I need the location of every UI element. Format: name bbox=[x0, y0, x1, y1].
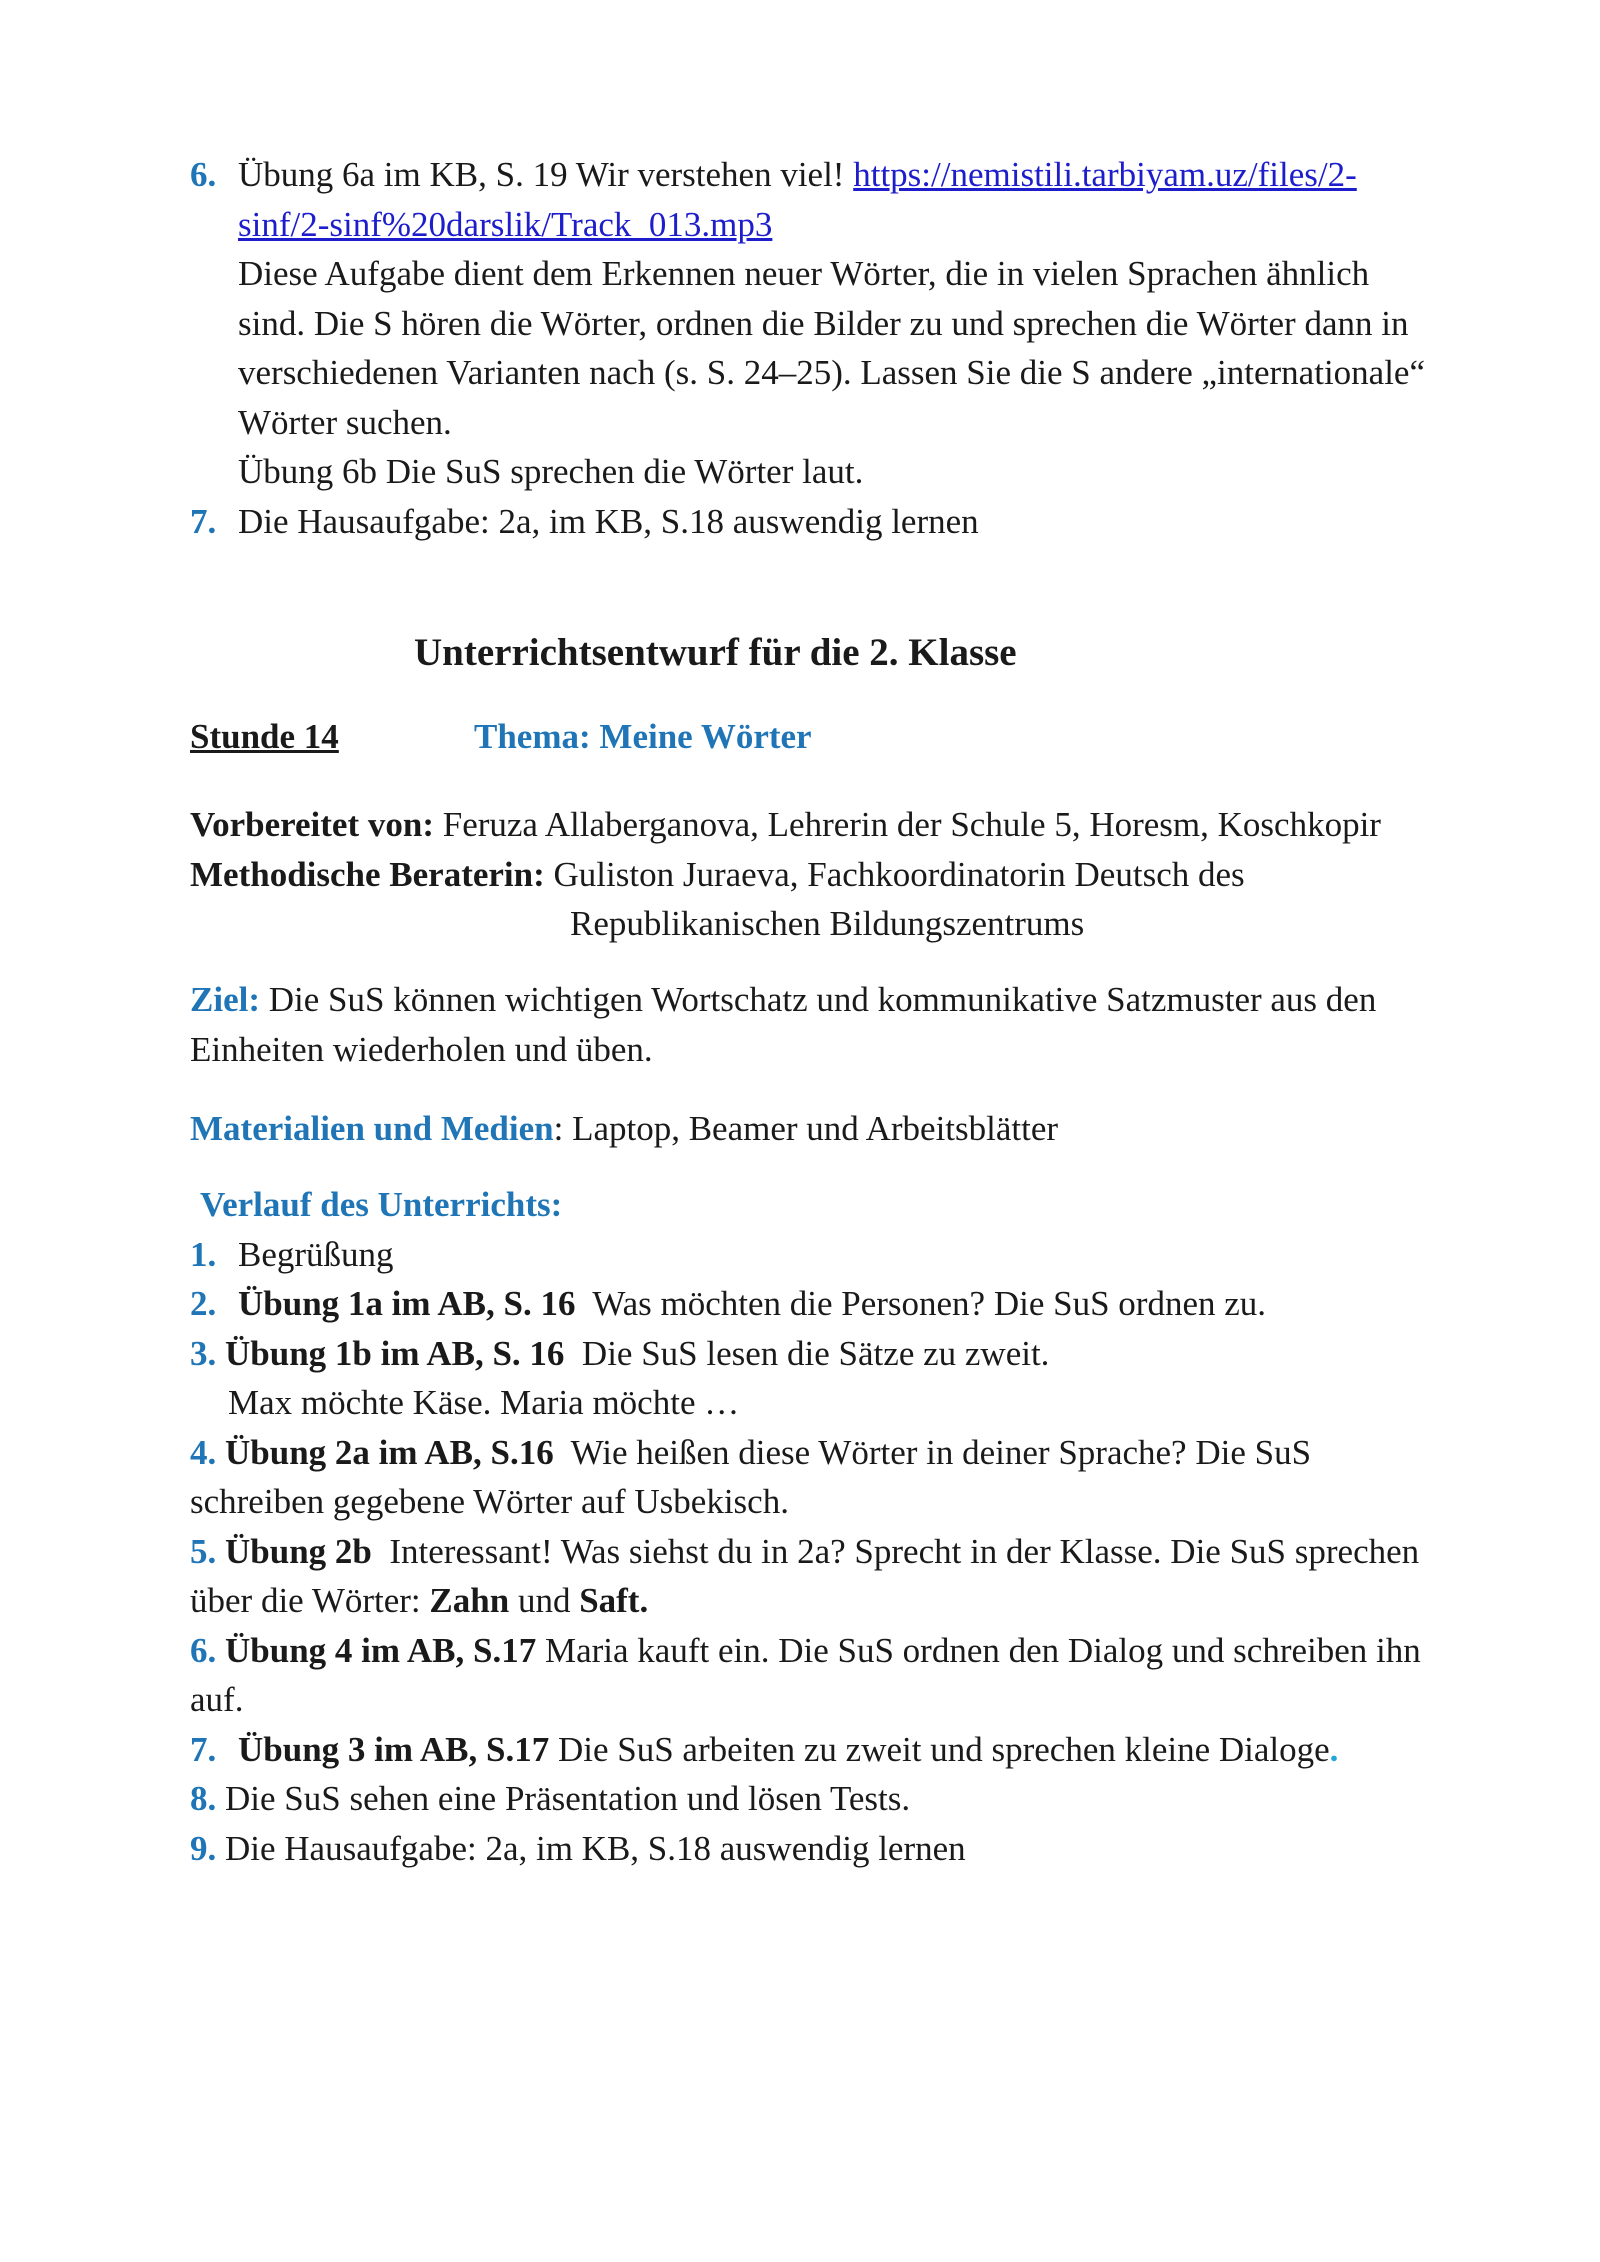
procedure-step-8 bbox=[190, 1774, 1530, 1824]
procedure-step-9 bbox=[190, 1824, 1530, 1874]
advisor-value-cont: Republikanischen Bildungszentrums bbox=[570, 904, 1085, 943]
audio-track-link[interactable]: https://nemistili.tarbiyam.uz/files/2- bbox=[853, 155, 1357, 194]
materials-block bbox=[190, 1104, 1530, 1154]
step-text-part: und bbox=[509, 1581, 580, 1620]
word-zahn: Zahn bbox=[429, 1581, 510, 1620]
step-exercise: Übung 3 im AB, S.17 bbox=[238, 1729, 550, 1769]
advisor-label: Methodische Beraterin: bbox=[190, 854, 545, 894]
goal-text-cont: Einheiten wiederholen und üben. bbox=[190, 1029, 653, 1069]
step-number: 9. bbox=[190, 1828, 217, 1868]
goal-line bbox=[190, 975, 1530, 1025]
materials-line bbox=[190, 1104, 1530, 1154]
item-description: verschiedenen Varianten nach (s. S. 24–25). Lassen Sie die S andere „internationale“ bbox=[238, 353, 1425, 392]
step-text: Maria kauft ein. Die SuS ordnen den Dialog und schreiben ihn bbox=[536, 1630, 1421, 1670]
word-saft: Saft. bbox=[579, 1581, 649, 1620]
prepared-by bbox=[190, 800, 1530, 850]
prepared-by-label: Vorbereitet von: bbox=[190, 805, 434, 844]
step-text: Die SuS sehen eine Präsentation und lösen Tests. bbox=[225, 1779, 911, 1818]
step-number: 1. bbox=[190, 1234, 217, 1274]
procedure-step-3 bbox=[190, 1329, 1530, 1379]
step-number: 2. bbox=[190, 1284, 217, 1323]
materials-label: Materialien und Medien bbox=[190, 1109, 554, 1148]
materials-value: : Laptop, Beamer und Arbeitsblätter bbox=[553, 1109, 1059, 1148]
goal-block bbox=[190, 975, 1530, 1074]
step-exercise: Übung 2b bbox=[225, 1531, 372, 1571]
item-description: Diese Aufgabe dient dem Erkennen neuer Wörter, die in vielen Sprachen ähnlich bbox=[238, 254, 1370, 293]
audio-track-link-cont bbox=[190, 200, 1530, 250]
step-example: Max möchte Käse. Maria möchte … bbox=[228, 1383, 740, 1422]
procedure-step-7 bbox=[190, 1725, 1530, 1775]
step-number: 7. bbox=[190, 1729, 217, 1769]
procedure-heading-text: Verlauf des Unterrichts: bbox=[200, 1185, 563, 1224]
step-text: Die Hausaufgabe: 2a, im KB, S.18 auswendig lernen bbox=[225, 1828, 966, 1868]
item-description: sind. Die S hören die Wörter, ordnen die Bilder zu und sprechen die Wörter dann in bbox=[238, 303, 1409, 343]
step-exercise: Übung 2a im AB, S.16 bbox=[225, 1432, 554, 1472]
advisor bbox=[190, 850, 1530, 900]
procedure-step-4 bbox=[190, 1428, 1530, 1478]
item-description: Wörter suchen. bbox=[238, 402, 452, 442]
step-number: 8. bbox=[190, 1779, 217, 1818]
step-text: Was möchten die Personen? Die SuS ordnen zu. bbox=[575, 1284, 1267, 1323]
top-list bbox=[190, 150, 1530, 546]
step-text-cont: auf. bbox=[190, 1680, 244, 1719]
procedure-block bbox=[190, 1180, 1530, 1873]
lesson-topic: Thema: Meine Wörter bbox=[474, 717, 812, 756]
step-number: 6. bbox=[190, 1630, 217, 1670]
authors-block bbox=[190, 800, 1530, 949]
procedure-step-5 bbox=[190, 1527, 1530, 1577]
step-exercise: Übung 4 im AB, S.17 bbox=[225, 1630, 537, 1670]
step-exercise: Übung 1b im AB, S. 16 bbox=[225, 1333, 565, 1373]
lesson-number: Stunde 14 bbox=[190, 717, 339, 756]
item-sub-exercise: Übung 6b Die SuS sprechen die Wörter laut. bbox=[238, 452, 864, 491]
step-text-cont: schreiben gegebene Wörter auf Usbekisch. bbox=[190, 1482, 789, 1521]
prepared-by-value: Feruza Allaberganova, Lehrerin der Schule 5, Horesm, Koschkopir bbox=[433, 805, 1381, 844]
item-text: Die Hausaufgabe: 2a, im KB, S.18 auswendig lernen bbox=[238, 501, 979, 541]
list-item-7 bbox=[190, 497, 1530, 547]
step-text-cont bbox=[190, 1576, 1530, 1626]
goal-label: Ziel: bbox=[190, 980, 260, 1019]
item-text: Übung 6a im KB, S. 19 Wir verstehen viel! bbox=[238, 155, 854, 194]
step-text: Begrüßung bbox=[238, 1234, 394, 1274]
procedure-step-2 bbox=[190, 1279, 1530, 1329]
goal-text: Die SuS können wichtigen Wortschatz und kommunikative Satzmuster aus den bbox=[259, 980, 1377, 1019]
advisor-value: Guliston Juraeva, Fachkoordinatorin Deutsch des bbox=[544, 854, 1245, 894]
step-exercise: Übung 1a im AB, S. 16 bbox=[238, 1284, 576, 1323]
page-title: Unterrichtsentwurf für die 2. Klasse bbox=[414, 631, 1017, 674]
procedure-step-6 bbox=[190, 1626, 1530, 1676]
step-number: 5. bbox=[190, 1531, 217, 1571]
step-text-part: über die Wörter: bbox=[190, 1581, 430, 1620]
step-text: Interessant! Was siehst du in 2a? Sprecht in der Klasse. Die SuS sprechen bbox=[371, 1531, 1420, 1571]
procedure-step-1 bbox=[190, 1230, 1530, 1280]
procedure-heading bbox=[190, 1180, 1530, 1230]
list-item-6 bbox=[190, 150, 1530, 200]
step-text: Die SuS lesen die Sätze zu zweit. bbox=[564, 1333, 1050, 1373]
item-number: 6. bbox=[190, 155, 217, 194]
step-text-tail: . bbox=[1329, 1729, 1339, 1769]
step-number: 3. bbox=[190, 1333, 217, 1373]
step-text: Wie heißen diese Wörter in deiner Sprache? Die SuS bbox=[553, 1432, 1312, 1472]
step-text: Die SuS arbeiten zu zweit und sprechen kleine Dialoge bbox=[549, 1729, 1330, 1769]
audio-track-link-part2[interactable]: sinf/2-sinf%20darslik/Track_013.mp3 bbox=[238, 204, 773, 244]
item-number: 7. bbox=[190, 501, 217, 541]
step-number: 4. bbox=[190, 1432, 217, 1472]
